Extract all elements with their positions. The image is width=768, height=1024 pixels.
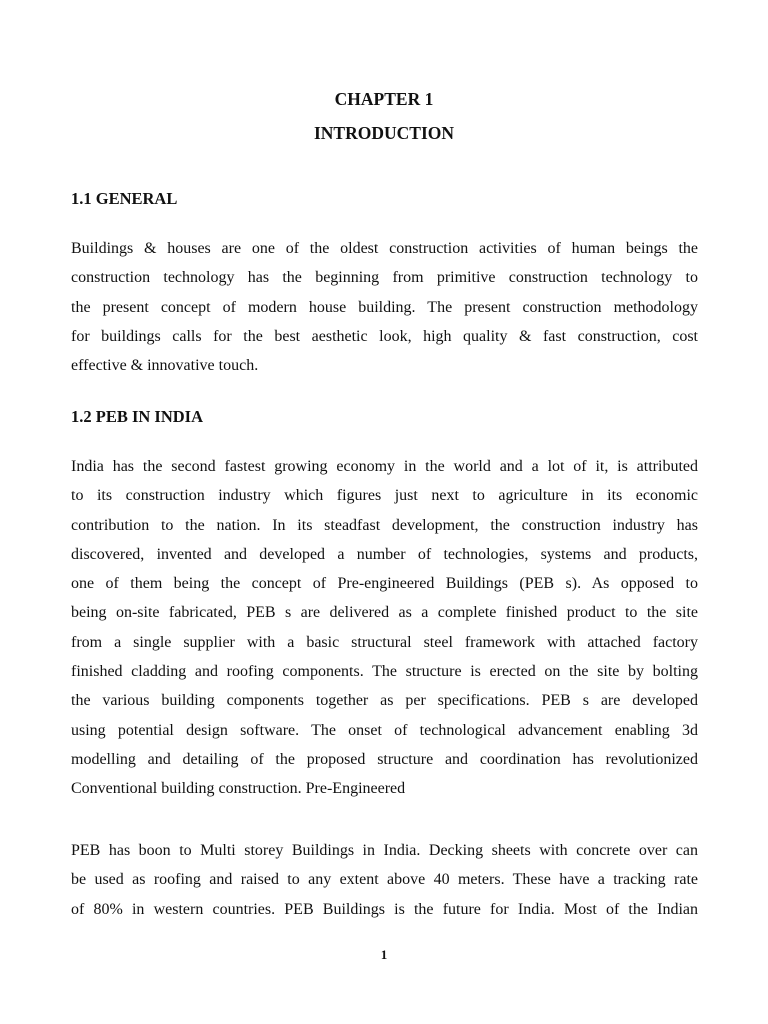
text-line: of 80% in western countries. PEB Buildings is the future for India. Most of the Indian xyxy=(71,900,698,918)
paragraph-peb-multistorey xyxy=(71,841,698,929)
text-line: to its construction industry which figures just next to agriculture in its economic xyxy=(71,487,698,505)
section-heading-general: 1.1 GENERAL xyxy=(71,189,178,208)
text-line: PEB has boon to Multi storey Buildings in India. Decking sheets with concrete over can xyxy=(71,842,698,859)
text-line: using potential design software. The onset of technological advancement enabling 3d xyxy=(71,721,698,739)
section-heading-peb-in-india: 1.2 PEB IN INDIA xyxy=(71,407,204,426)
text-line: from a single supplier with a basic structural steel framework with attached factory xyxy=(71,633,698,651)
text-line: contribution to the nation. In its steadfast development, the construction industry has xyxy=(71,516,698,534)
text-line: India has the second fastest growing economy in the world and a lot of it, is attributed xyxy=(71,458,698,475)
paragraph-general xyxy=(71,239,698,385)
text-line: modelling and detailing of the proposed structure and coordination has revolutionized xyxy=(71,750,698,768)
text-line: one of them being the concept of Pre-engineered Buildings (PEB s). As opposed to xyxy=(71,575,698,593)
text-line: effective & innovative touch. xyxy=(71,357,259,375)
text-line: finished cladding and roofing components. The structure is erected on the site by bolting xyxy=(71,663,698,681)
text-line: Conventional building construction. Pre-Engineered xyxy=(71,780,406,798)
text-line: the present concept of modern house building. The present construction methodology xyxy=(71,298,698,316)
chapter-title: INTRODUCTION xyxy=(313,123,455,143)
text-line: for buildings calls for the best aesthetic look, high quality & fast construction, cost xyxy=(71,327,698,345)
text-line: discovered, invented and developed a number of technologies, systems and products, xyxy=(71,545,698,563)
text-line: the various building components together as per specifications. PEB s are developed xyxy=(71,692,698,710)
paragraph-peb-in-india xyxy=(71,457,698,809)
text-line: be used as roofing and raised to any extent above 40 meters. These have a tracking rate xyxy=(71,871,698,889)
chapter-number: CHAPTER 1 xyxy=(334,89,434,109)
page-number: 1 xyxy=(380,947,388,962)
text-line: being on-site fabricated, PEB s are delivered as a complete finished product to the site xyxy=(71,604,698,622)
text-line: Buildings & houses are one of the oldest construction activities of human beings the xyxy=(71,240,698,257)
text-line: construction technology has the beginning from primitive construction technology to xyxy=(71,269,698,287)
